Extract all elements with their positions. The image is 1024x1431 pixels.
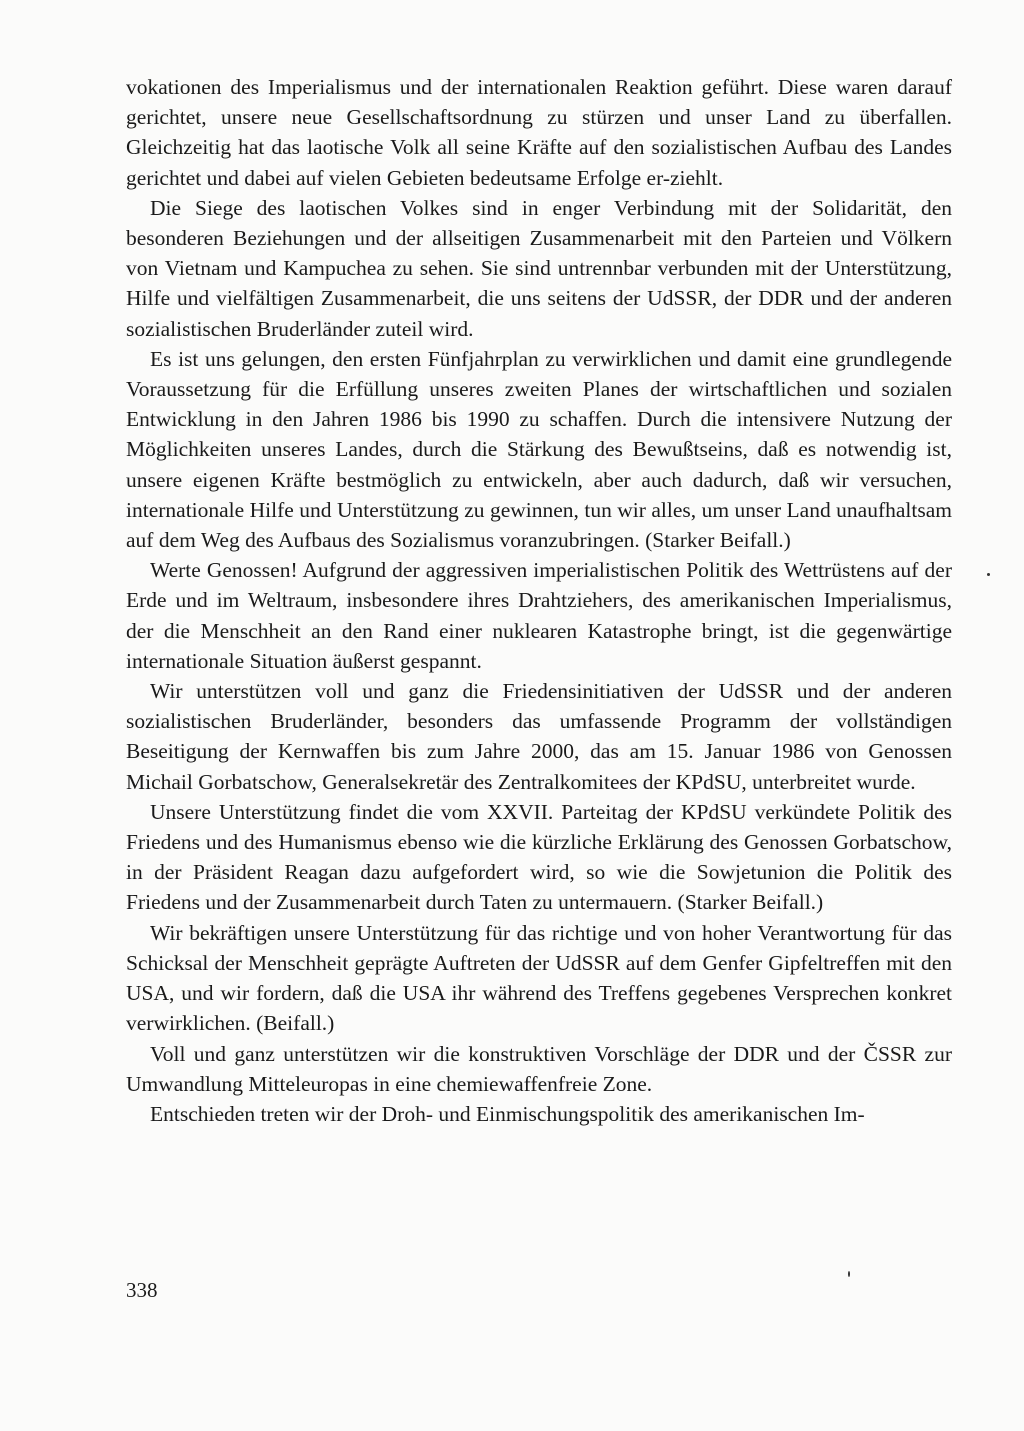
paragraph-7: Wir bekräftigen unsere Unterstützung für das richtige und von hoher Verantwortung für das Schicksal der Menschheit geprägte Auftreten der UdSSR auf dem Genfer Gipfeltreffen mit den USA, und wir fordern, daß die USA ihr während des Treffens gegebenes Versprechen konkret verwirklichen. (Beifall.) — [126, 920, 952, 1036]
paragraph-9: Entschieden treten wir der Droh- und Einmischungspolitik des amerikanischen Im- — [150, 1101, 865, 1126]
paragraph-4: Werte Genossen! Aufgrund der aggressiven imperialistischen Politik des Wettrüstens auf der Erde und im Weltraum, insbesondere ihres Drahtziehers, des amerikanischen Imperialismus, der die Menschheit an den Rand einer nuklearen Katastrophe bringt, ist die gegenwärtige internationale Situation äußerst gespannt. — [126, 558, 952, 673]
paragraph-1: vokationen des Imperialismus und der internationalen Reaktion geführt. Diese waren darauf gerichtet, unsere neue Gesellschaftsordnung zu stürzen und unser Land zu überfallen. Gleichzeitig hat das laotische Volk all seine Kräfte auf den sozialistischen Aufbau des Landes gerichtet und dabei auf vielen Gebieten bedeutsame Erfolge er-ziehlt. — [126, 75, 952, 190]
page-number: 338 — [126, 1278, 158, 1302]
print-speck — [848, 1271, 850, 1277]
body-text — [126, 72, 952, 1129]
paragraph-5: Wir unterstützen voll und ganz die Friedensinitiativen der UdSSR und der anderen sozialistischen Bruderländer, besonders das umfassende Programm der vollständigen Beseitigung der Kernwaffen bis zum Jahre 2000, das am 15. Januar 1986 von Genossen Michail Gorbatschow, Generalsekretär des Zentralkomitees der KPdSU, unterbreitet wurde. — [126, 679, 952, 794]
paragraph-6: Unsere Unterstützung findet die vom XXVII. Parteitag der KPdSU verkündete Politik des Friedens und des Humanismus ebenso wie die kürzliche Erklärung des Genossen Gorbatschow, in der Präsident Reagan dazu aufgefordert wird, so wie die Sowjetunion die Politik des Friedens und der Zusammenarbeit durch Taten zu untermauern. (Starker Beifall.) — [126, 799, 952, 915]
paragraph-2: Die Siege des laotischen Volkes sind in enger Verbindung mit der Solidarität, den besonderen Beziehungen und der allseitigen Zusammenarbeit mit den Parteien und Völkern von Vietnam und Kampuchea zu sehen. Sie sind untrennbar verbunden mit der Unterstützung, Hilfe und vielfältigen Zusammenarbeit, die uns seitens der UdSSR, der DDR und der anderen sozialistischen Bruderländer zuteil wird. — [126, 195, 952, 341]
paragraph-8: Voll und ganz unterstützen wir die konstruktiven Vorschläge der DDR und der ČSSR zur Umwandlung Mitteleuropas in eine chemiewaffenfreie Zone. — [126, 1041, 952, 1096]
print-speck — [987, 573, 990, 576]
paragraph-3: Es ist uns gelungen, den ersten Fünfjahrplan zu verwirklichen und damit eine grundlegende Voraussetzung für die Erfüllung unseres zweiten Planes der wirtschaftlichen und sozialen Entwicklung in den Jahren 1986 bis 1990 zu schaffen. Durch die intensivere Nutzung der Möglichkeiten unseres Landes, durch die Stärkung des Bewußtseins, daß es notwendig ist, unsere eigenen Kräfte bestmöglich zu entwickeln, aber auch dadurch, daß wir versuchen, internationale Hilfe und Unterstützung zu gewinnen, tun wir alles, um unser Land unaufhaltsam auf dem Weg des Aufbaus des Sozialismus voranzubringen. (Starker Beifall.) — [126, 346, 952, 553]
